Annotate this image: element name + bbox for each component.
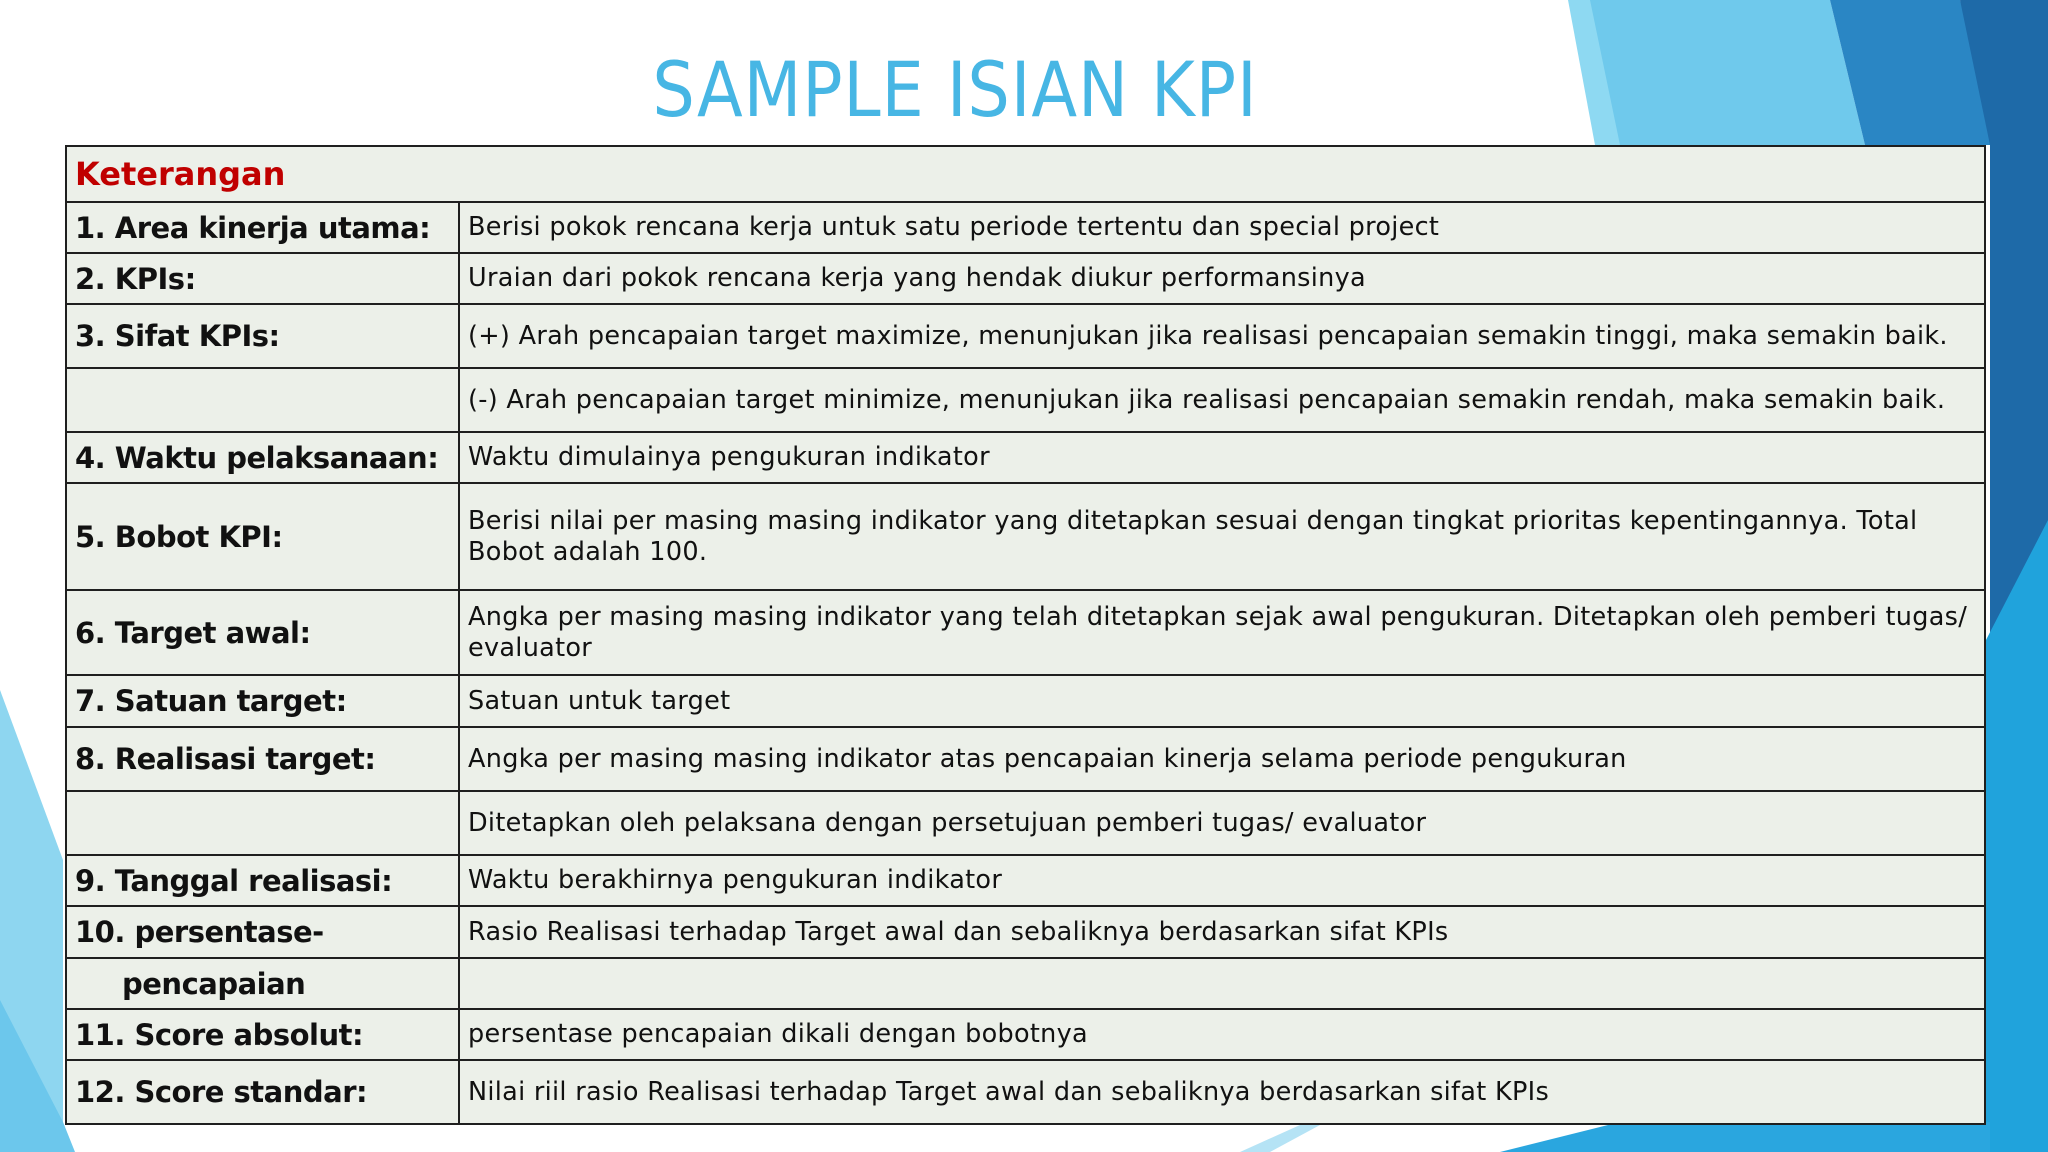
table-row [66,304,1985,368]
description-cell: Ditetapkan oleh pelaksana dengan persetujuan pemberi tugas/ evaluator [459,791,1985,855]
description-cell: Uraian dari pokok rencana kerja yang hendak diukur performansinya [459,253,1985,304]
table-row [66,855,1985,906]
description-cell [459,958,1985,1009]
term-cell: 6. Target awal: [66,590,459,675]
description-cell: persentase pencapaian dikali dengan bobotnya [459,1009,1985,1060]
table-row [66,906,1985,958]
table-header: Keterangan [66,146,1985,202]
table-row [66,483,1985,590]
table-row [66,253,1985,304]
description-cell: Berisi pokok rencana kerja untuk satu periode tertentu dan special project [459,202,1985,253]
description-cell: Angka per masing masing indikator yang telah ditetapkan sejak awal pengukuran. Ditetapkan oleh pemberi tugas/ evaluator [459,590,1985,675]
table-row [66,1060,1985,1124]
description-cell: Nilai riil rasio Realisasi terhadap Target awal dan sebaliknya berdasarkan sifat KPIs [459,1060,1985,1124]
term-cell: 11. Score absolut: [66,1009,459,1060]
term-cell: 12. Score standar: [66,1060,459,1124]
table-row [66,1009,1985,1060]
table-row [66,675,1985,727]
term-cell: 8. Realisasi target: [66,727,459,791]
table-row [66,590,1985,675]
description-cell: Waktu berakhirnya pengukuran indikator [459,855,1985,906]
description-cell: Angka per masing masing indikator atas pencapaian kinerja selama periode pengukuran [459,727,1985,791]
description-cell: Berisi nilai per masing masing indikator yang ditetapkan sesuai dengan tingkat prioritas kepentingannya. Total Bobot adalah 100. [459,483,1985,590]
description-cell: Satuan untuk target [459,675,1985,727]
table-row [66,791,1985,855]
slide-title: SAMPLE ISIAN KPI [652,45,1258,134]
table-row [66,958,1985,1009]
term-cell: 7. Satuan target: [66,675,459,727]
term-cell [66,791,459,855]
term-cell [66,368,459,432]
description-cell: Waktu dimulainya pengukuran indikator [459,432,1985,483]
term-cell: 3. Sifat KPIs: [66,304,459,368]
term-cell: pencapaian [66,958,459,1009]
term-cell: 4. Waktu pelaksanaan: [66,432,459,483]
decor-bottom-right-sheet [1500,1122,1990,1152]
term-cell: 2. KPIs: [66,253,459,304]
table-row [66,727,1985,791]
term-cell: 9. Tanggal realisasi: [66,855,459,906]
term-cell: 5. Bobot KPI: [66,483,459,590]
term-cell: 10. persentase- [66,906,459,958]
decor-bottom-right-thin [1240,1125,1320,1152]
description-cell: (-) Arah pencapaian target minimize, menunjukan jika realisasi pencapaian semakin rendah, maka semakin baik. [459,368,1985,432]
description-cell: Rasio Realisasi terhadap Target awal dan sebaliknya berdasarkan sifat KPIs [459,906,1985,958]
table-row [66,202,1985,253]
table-row [66,432,1985,483]
table-header-row [66,146,1985,202]
term-cell: 1. Area kinerja utama: [66,202,459,253]
kpi-table [65,145,1986,1125]
table-row [66,368,1985,432]
description-cell: (+) Arah pencapaian target maximize, menunjukan jika realisasi pencapaian semakin tinggi, maka semakin baik. [459,304,1985,368]
